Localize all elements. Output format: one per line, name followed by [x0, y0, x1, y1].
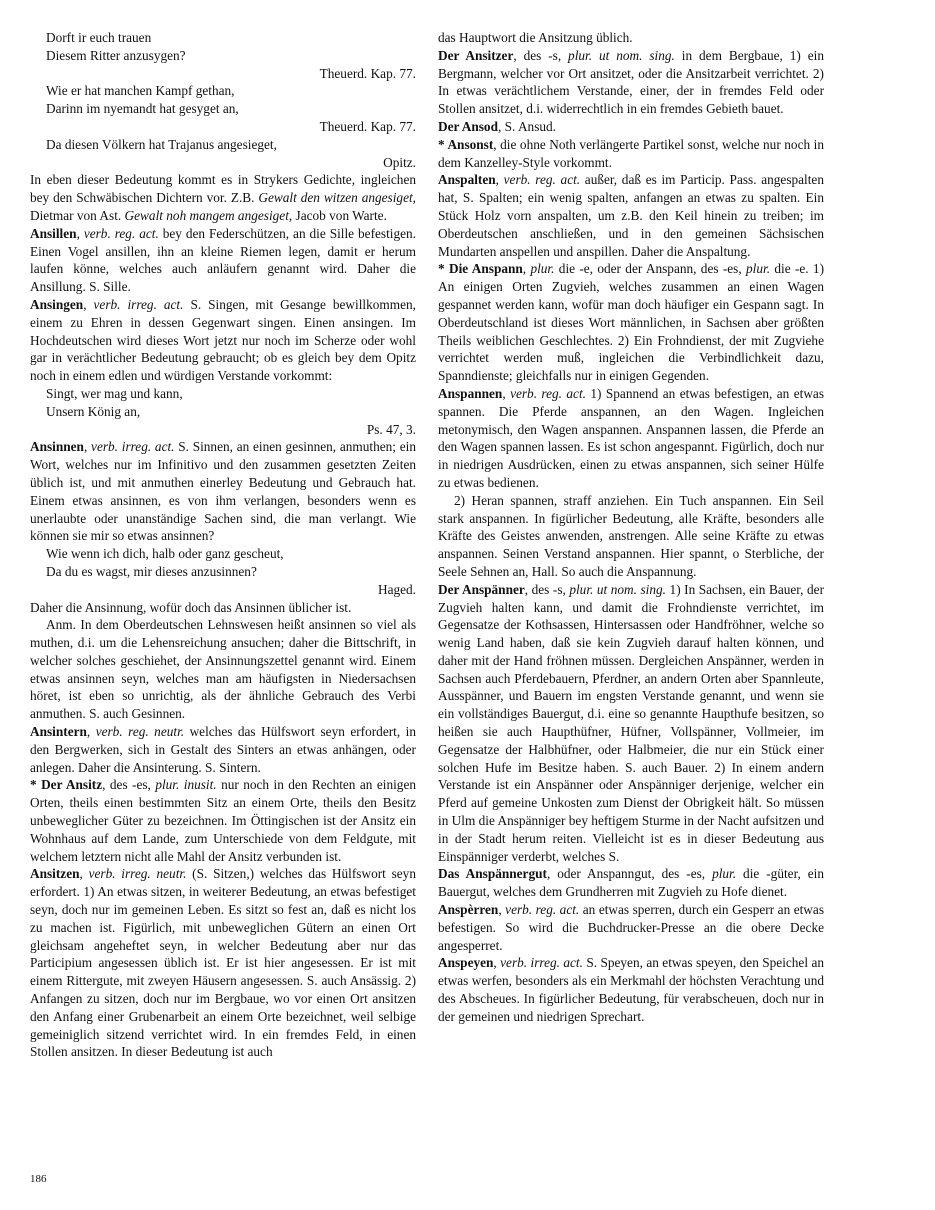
grammar-label: verb. reg. act.: [510, 385, 586, 401]
right-column: [438, 29, 824, 1026]
dictionary-entry: [30, 865, 416, 1061]
citation: Haged.: [377, 581, 416, 597]
headword: Der Ansitzer: [438, 47, 514, 63]
headword: Der Ansod: [438, 118, 498, 134]
dictionary-entry: [438, 954, 824, 1025]
entry-text: ,: [498, 902, 506, 918]
headword: Der Anspänner: [438, 581, 525, 597]
dictionary-entry: [438, 118, 824, 136]
headword: Ansitzen: [30, 866, 80, 882]
headword: Ansillen: [30, 225, 77, 241]
quote-line: Dorft ir euch trauen: [46, 30, 152, 45]
dictionary-entry: [438, 260, 824, 385]
headword: Anspeyen: [438, 955, 494, 971]
entry-text: (S. Sitzen,) welches das Hülfswort seyn erfordert. 1) An etwas sitzen, in weiterer Bedeutung, an etwas befestiget seyn, doch nur im gemeinen Leben. Es sitzt so fest an, daß es nicht los zu machen ist. Figürlich, mit unbeweglichen Gütern an einen Ort gleichsam angeheftet seyn, in welcher Bedeutung aber nur das Participium angesessen üblich ist. Er ist hier angesessen. Er ist mit einem Rittergute, mit zweyen Häusern angesessen. S. auch Ansässig. 2) Anfangen zu sitzen, doch nur im Bergbaue, wo vor einen Ort ansitzen den Anfang einer Grubenarbeit an einem Orte bezeichnet, weil selbige gemeiniglich sitzend verrichtet wird. In ein fremdes Feld, in einen Stollen ansitzen. In dieser Bedeutung ist auch: [30, 866, 416, 1060]
entry-text: , S. Ansud.: [497, 118, 556, 134]
grammar-label: verb. reg. neutr.: [95, 724, 185, 740]
dictionary-entry: [438, 47, 824, 118]
headword: Das Anspännergut: [438, 866, 547, 882]
headword: Ansingen: [30, 296, 84, 312]
quote-line: Darinn im nyemandt hat gesyget an,: [46, 101, 239, 117]
entry-text: , die ohne Noth verlängerte Partikel sonst, welche nur noch in dem Kanzelley-Style vorkommt.: [438, 136, 825, 170]
entry-text: 2) Heran spannen, straff anziehen. Ein Tuch anspannen. Ein Seil stark anspannen. In figürlicher Bedeutung, alle Kräfte, besonders alle Kräfte des Geistes anwenden, anstrengen. Alle seine Kräfte zu etwas anspannen. Seinen Verstand anspannen. Hier spannt, o Sterbliche, der Seele Sehnen an, Hall. So auch die Anspannung.: [438, 492, 824, 579]
entry-text: Jacob von Warte.: [292, 207, 387, 223]
headword: Ansintern: [30, 724, 87, 740]
citation: Theuerd. Kap. 77.: [319, 65, 416, 81]
grammar-label: plur. ut nom. sing.: [568, 47, 675, 63]
dictionary-entry: [30, 599, 416, 617]
entry-text: das Hauptwort die Ansitzung üblich.: [438, 30, 633, 45]
page-number: 186: [30, 1173, 47, 1185]
entry-text: , des -es,: [102, 777, 156, 793]
citation: Theuerd. Kap. 77.: [319, 118, 416, 134]
grammar-label: plur. ut nom. sing.: [569, 581, 667, 597]
dictionary-entry: [438, 865, 824, 901]
dictionary-entry: [30, 776, 416, 865]
entry-text: die -e. 1) An einigen Orten Zugvieh, welches zusammen an einen Wagen gespannet werden kann, wofür man doch häufiger ein Gespann sagt. In Oberdeutschland ist dieses Wort männlichen, in Sachsen aber größten Theils weiblichen Geschlechtes. 2) Ein Frohndienst, der mit Zugviehe verrichtet werden muß, ingleichen die Verbindlichkeit dazu, Spanndienste; gleichfalls nur in einigen Gegenden.: [438, 261, 825, 384]
entry-text: 1) In Sachsen, ein Bauer, der Zugvieh halten kann, und damit die Frohndienste verrichtet, im Gegensatze der Kothsassen, Hintersassen oder Handfröhner, welche so wenig Land haben, daß sie kein Zugvieh darauf halten können, und daher mit der Hand fröhnen müssen. Dergleichen Anspänner, werden in Sachsen auch Pferdebauern, Pferdner, an andern Orten aber Spannleute, Ausspänner, und Bauern im engsten Verstande genannt, und wenn sie ein vollständiges Bauergut, d.i. eine so genannte Haupthufe besitzen, so heißen sie auch Haupthüfner, Hüfner, Vollspänner, Vollmeier, im Gegensatze der Halbhüfner, oder Halbmeier, die nur ein Stück einer solchen Hufe im Besitze haben. S. auch Bauer. 2) In einem andern Verstande ist ein Anspänner oder Anspänniger derjenige, welcher ein Pferd auf gemeine Unkosten zum Dienst der Obrigkeit hält. So müssen in Ulm die Anspänniger bey heftigem Sturme in der Nacht aufsitzen und in der Stadt herum reiten. Vielleicht ist es in dieser Bedeutung aus Einspänniger verderbt, welches S.: [438, 581, 824, 864]
entry-text: an etwas sperren, durch ein Gesperr an etwas befestigen. So wird die Buchdrucker-Presse an die obere Decke angesperret.: [438, 902, 824, 953]
entry-text: Anm. In dem Oberdeutschen Lehnswesen heißt ansinnen so viel als muthen, d.i. um die Lehensreichung ansuchen; daher die Bittschrift, in welcher solches geschiehet, der Ansinnungszettel genannt wird. Einem etwas ansinnen seyn, welches man am häufigsten in Niedersachsen höret, ist eben so unrichtig, als der ähnliche Gebrauch des Verbi anmuthen. S. auch Gesinnen.: [30, 617, 416, 722]
left-column: [30, 29, 416, 1061]
entry-text: , des -s,: [524, 581, 570, 597]
entry-text: Daher die Ansinnung, wofür doch das Ansinnen üblicher ist.: [30, 599, 352, 615]
dictionary-entry: [30, 225, 416, 296]
grammar-label: verb. irreg. act.: [500, 955, 583, 971]
headword: Anspalten: [438, 172, 496, 188]
grammar-label: verb. irreg. neutr.: [88, 866, 187, 882]
entry-text: welches das Hülfswort seyn erfordert, in den Bergwerken, sich in Gestalt des Sinters an etwas anhängen, oder anlegen. Daher die Ansinterung. S. Sintern.: [30, 724, 416, 775]
grammar-label: verb. reg. act.: [505, 902, 580, 918]
entry-text: die -e, oder der Anspann, des -es,: [554, 261, 747, 277]
note-paragraph: [30, 616, 416, 723]
entry-text: ,: [79, 866, 89, 882]
entry-text: bey den Federschützen, an die Sille befestigen. Einen Vogel ansillen, ihn an kleine Riemen legen, damit er herum laufen könne, welches auch anläufern genannt wird. Daher die Ansillung. S. Sille.: [30, 225, 416, 295]
dictionary-entry: [30, 723, 416, 776]
headword: Anspèrren: [438, 902, 499, 918]
grammar-label: Gewalt den witzen angesiget,: [258, 190, 416, 206]
citation: Ps. 47, 3.: [366, 421, 416, 437]
entry-text: , oder Anspanngut, des -es,: [546, 866, 713, 882]
entry-text: S. Speyen, an etwas speyen, den Speichel an etwas werfen, besonders als ein Merkmahl der höchsten Verachtung und des Abscheues. In figürlicher Bedeutung, für verabscheuen, doch nur in der gemeinen und niedrigen Sprechart.: [438, 955, 824, 1024]
grammar-label: Gewalt noh mangem angesiget,: [124, 207, 293, 223]
entry-text: ,: [493, 955, 501, 971]
entry-text: , des -s,: [513, 47, 569, 63]
headword: * Die Anspann: [438, 261, 523, 277]
note-paragraph: [438, 492, 824, 581]
dictionary-entry: [30, 438, 416, 545]
entry-text: S. Sinnen, an einen gesinnen, anmuthen; ein Wort, welches nur im Infinitivo und den zusammen gesetzten Zeiten üblich ist, und mit anmuthen einerley Bedeutung und Gebrauch hat. Einem etwas ansinnen, es von ihm verlangen, besonders wenn es unerlaubte oder unanständige Sachen sind, die man verlangt. Wie können sie mir so etwas ansinnen?: [30, 439, 416, 544]
grammar-label: verb. irreg. act.: [93, 296, 184, 312]
entry-text: nur noch in den Rechten an einigen Orten, theils einen bestimmten Sitz an einem Orte, theils den Besitz unbeweglicher Güter zu bezeichnen. Im Öttingischen ist der Ansitz ein Wohnhaus auf dem Lande, zum Unterschiede von dem Feldgute, mit welchem letztern nicht alle Mahl der Ansitz verbunden ist.: [30, 777, 417, 864]
grammar-label: plur.: [712, 866, 737, 882]
dictionary-entry: [30, 171, 416, 224]
dictionary-entry: [30, 296, 416, 385]
grammar-label: verb. reg. act.: [83, 225, 159, 241]
entry-text: ,: [522, 261, 531, 277]
quote-line: Wie wenn ich dich, halb oder ganz gescheut,: [46, 546, 284, 562]
entry-text: 1) Spannend an etwas befestigen, an etwas spannen. Die Pferde anspannen, an den Wagen. Ingleichen metonymisch, den Wagen anspannen. Anspannen lassen, die Pferde an den Wagen spannen lassen. Es ist schon angespannt. Figürlich, doch nur in niedrigen Ausdrücken, einen zu etwas anspannen, sich seiner Hülfe zu etwas bedienen.: [438, 385, 824, 490]
entry-text: ,: [502, 385, 511, 401]
quote-line: Da du es wagst, mir dieses anzusinnen?: [46, 563, 257, 579]
quote-line: Unsern König an,: [46, 403, 141, 419]
citation: Opitz.: [383, 154, 416, 170]
dictionary-entry: [438, 29, 824, 47]
dictionary-entry: [438, 136, 824, 172]
entry-text: ,: [86, 724, 96, 740]
entry-text: ,: [83, 296, 94, 312]
headword: * Ansonst: [438, 136, 494, 152]
entry-text: außer, daß es im Particip. Pass. angespalten hat, S. Spalten; ein wenig spalten, anfangen an etwas zu spalten. Ein Stück Holz vorn anspalten, um z.B. den Keil hinein zu treiben; im Oberdeutschen anschließen, und in den gemeinen Sächsischen Mundarten anspellen und anspillen. Daher die Anspaltung.: [438, 172, 824, 259]
dictionary-entry: [438, 901, 824, 954]
entry-text: S. Singen, mit Gesange bewillkommen, einem zu Ehren in dessen Gegenwart singen. Einen ansingen. Im Hochdeutschen wird dieses Wort jetzt nur noch im Scherze oder wohl gar in verächtlicher Bedeutung gebraucht; ob es gleich bey dem Opitz noch in einem edlen und würdigen Verstande vorkommt:: [30, 296, 416, 384]
dictionary-entry: [438, 385, 824, 492]
entry-text: ,: [76, 225, 84, 241]
grammar-label: verb. reg. act.: [503, 172, 581, 188]
quote-line: Singt, wer mag und kann,: [46, 385, 183, 401]
headword: Ansinnen: [30, 439, 84, 455]
quote-line: Diesem Ritter anzusygen?: [46, 47, 186, 63]
entry-text: ,: [495, 172, 504, 188]
grammar-label: plur.: [746, 261, 771, 277]
entry-text: Dietmar von Ast.: [30, 207, 125, 223]
entry-text: in dem Bergbaue, 1) ein Bergmann, welcher vor Ort ansitzet, oder die Ansitzarbeit verrichtet. 2) In etwas verächtlichem Verstande, einer, der in fremdes Feld oder Stollen ansitzet, d.i. widerrechtlich in ein fremdes Gebieth bauet.: [438, 47, 824, 117]
entry-text: ,: [83, 439, 92, 455]
entry-text: In eben dieser Bedeutung kommt es in Strykers Gedichte, ingleichen bey den Schwäbischen Dichtern vor. Z.B.: [30, 172, 416, 206]
headword: * Der Ansitz: [30, 777, 103, 793]
quote-line: Wie er hat manchen Kampf gethan,: [46, 83, 235, 99]
headword: Anspannen: [438, 385, 503, 401]
dictionary-entry: [438, 581, 824, 866]
grammar-label: plur.: [530, 261, 555, 277]
quote-line: Da diesen Völkern hat Trajanus angesieget,: [46, 136, 277, 152]
grammar-label: plur. inusit.: [155, 777, 217, 793]
dictionary-entry: [438, 171, 824, 260]
entry-text: die -güter, ein Bauergut, welches dem Grundherren mit Zugvieh zu Hofe dienet.: [438, 866, 824, 900]
grammar-label: verb. irreg. act.: [91, 439, 175, 455]
